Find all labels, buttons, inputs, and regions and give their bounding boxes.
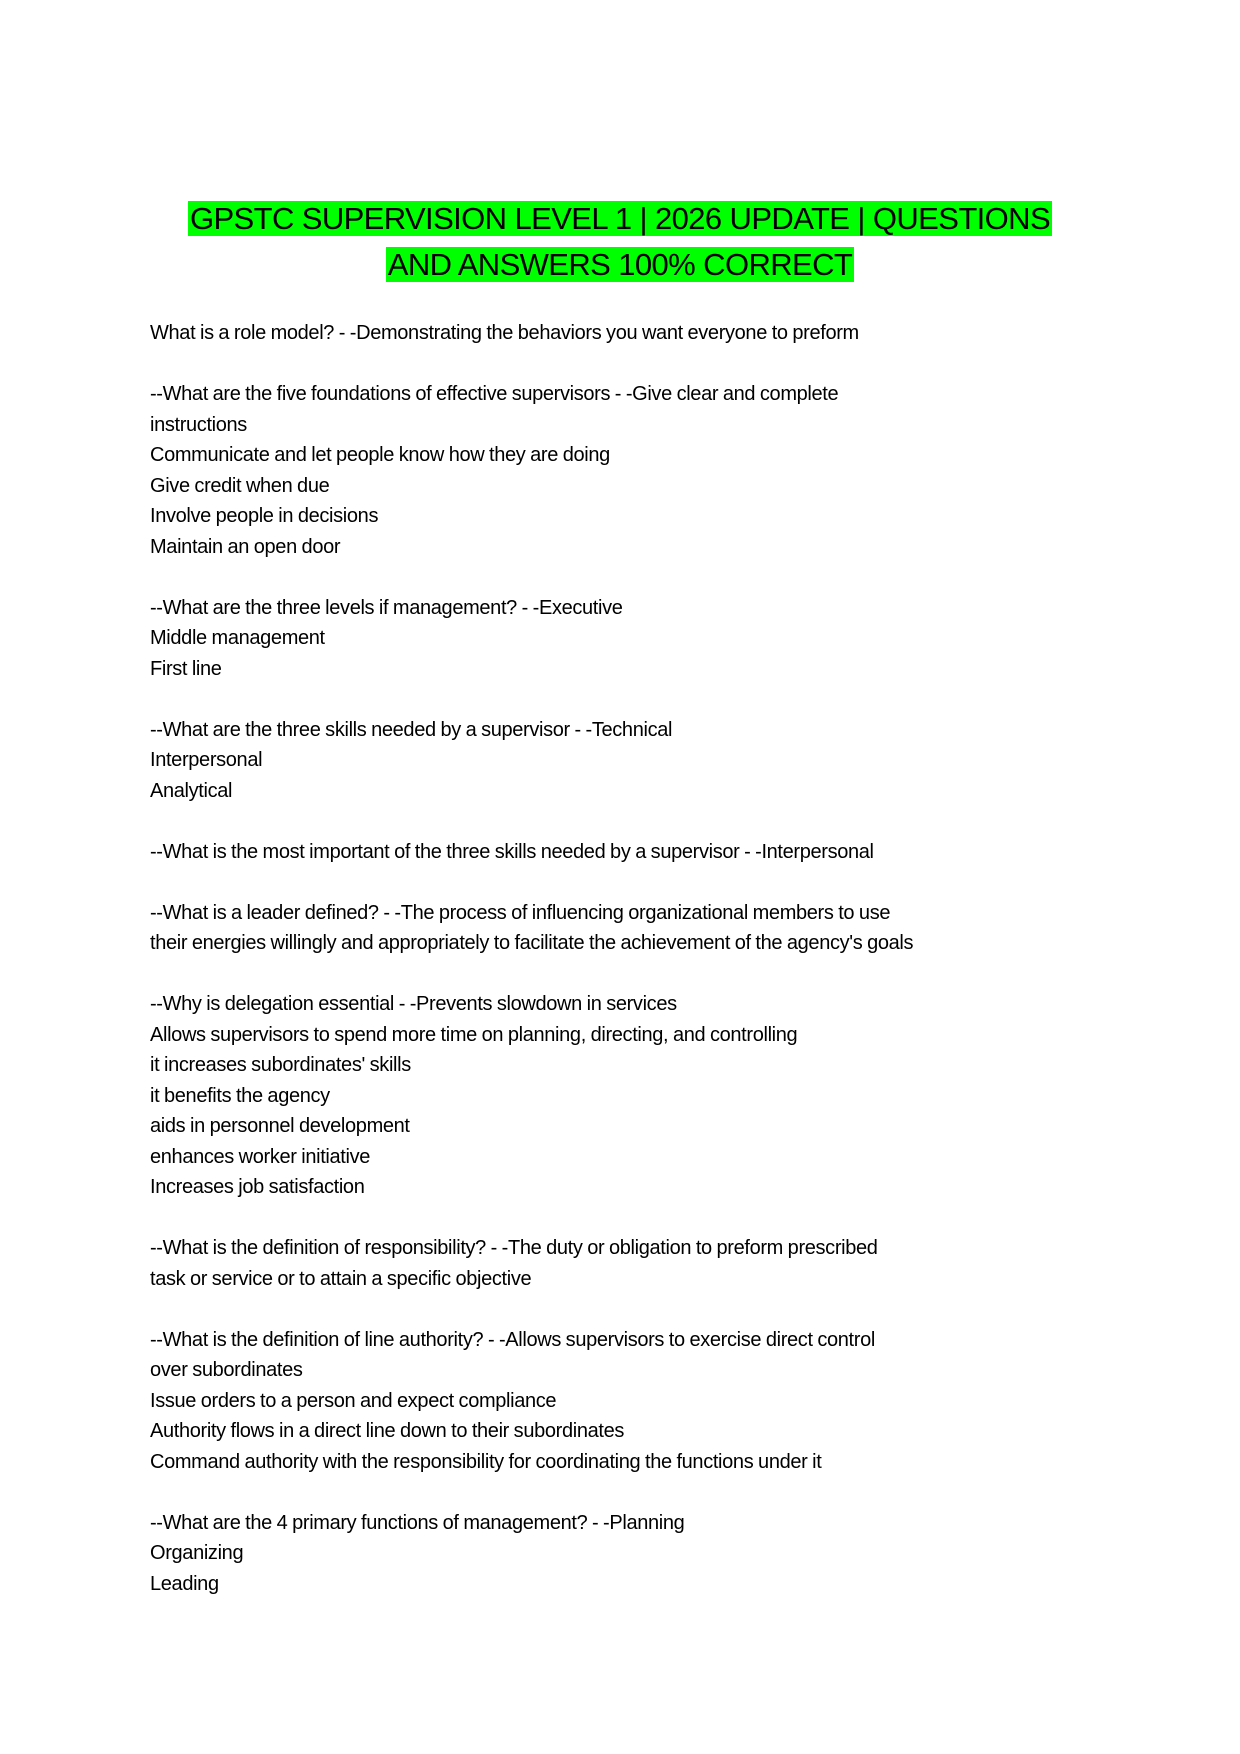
qa-line: it benefits the agency	[150, 1084, 330, 1107]
qa-line: Middle management	[150, 627, 325, 649]
qa-line: Give credit when due	[150, 474, 330, 497]
qa-line: Interpersonal	[150, 749, 263, 771]
qa-line: Involve people in decisions	[150, 505, 379, 527]
qa-line: Issue orders to a person and expect compliance	[150, 1389, 557, 1412]
qa-line: task or service or to attain a specific objective	[150, 1267, 532, 1290]
qa-item-line-authority	[150, 1325, 1110, 1478]
qa-line: Authority flows in a direct line down to their subordinates	[150, 1420, 625, 1442]
qa-line: --What is the definition of responsibility? - -The duty or obligation to preform prescribed	[150, 1237, 878, 1259]
qa-item-delegation	[150, 989, 1110, 1203]
qa-item-five-foundations	[150, 379, 1110, 562]
title-line-2: AND ANSWERS 100% CORRECT	[387, 246, 853, 282]
qa-line: --What are the five foundations of effective supervisors - -Give clear and complete	[150, 383, 839, 405]
qa-item-levels-of-management	[150, 593, 1110, 685]
qa-item-primary-functions	[150, 1508, 1110, 1600]
qa-line: Analytical	[150, 779, 233, 802]
qa-line: Communicate and let people know how they are doing	[150, 444, 610, 466]
qa-line: it increases subordinates' skills	[150, 1054, 411, 1076]
qa-item-leader-defined	[150, 898, 1110, 959]
qa-line: First line	[150, 657, 222, 680]
qa-line: --Why is delegation essential - -Prevents slowdown in services	[150, 993, 677, 1015]
qa-line: Maintain an open door	[150, 535, 341, 558]
qa-line: --What are the three skills needed by a supervisor - -Technical	[150, 718, 673, 741]
qa-line: instructions	[150, 413, 247, 436]
qa-line: their energies willingly and appropriately to facilitate the achievement of the agency's goals	[150, 932, 914, 954]
qa-line: over subordinates	[150, 1359, 303, 1381]
qa-line: --What are the 4 primary functions of management? - -Planning	[150, 1511, 685, 1534]
qa-item-role-model	[150, 318, 1110, 349]
qa-line: What is a role model? - -Demonstrating the behaviors you want everyone to preform	[150, 322, 859, 344]
qa-line: --What is the definition of line authority? - -Allows supervisors to exercise direct control	[150, 1328, 875, 1351]
qa-item-most-important-skill	[150, 837, 1110, 868]
qa-list	[150, 318, 1110, 1630]
qa-item-three-skills	[150, 715, 1110, 807]
qa-line: Allows supervisors to spend more time on planning, directing, and controlling	[150, 1023, 798, 1046]
qa-line: --What is the most important of the three skills needed by a supervisor - -Interpersonal	[150, 840, 874, 863]
qa-item-responsibility	[150, 1233, 1110, 1294]
qa-line: Increases job satisfaction	[150, 1176, 365, 1198]
document-title	[150, 196, 1090, 287]
qa-line: aids in personnel development	[150, 1115, 410, 1137]
title-line-1: GPSTC SUPERVISION LEVEL 1 | 2026 UPDATE | QUESTIONS	[189, 201, 1051, 236]
qa-line: --What is a leader defined? - -The process of influencing organizational members to use	[150, 901, 891, 924]
qa-line: Command authority with the responsibility for coordinating the functions under it	[150, 1450, 822, 1473]
qa-line: --What are the three levels if management? - -Executive	[150, 596, 623, 619]
qa-line: enhances worker initiative	[150, 1145, 371, 1168]
qa-line: Organizing	[150, 1542, 244, 1564]
qa-line: Leading	[150, 1572, 219, 1595]
